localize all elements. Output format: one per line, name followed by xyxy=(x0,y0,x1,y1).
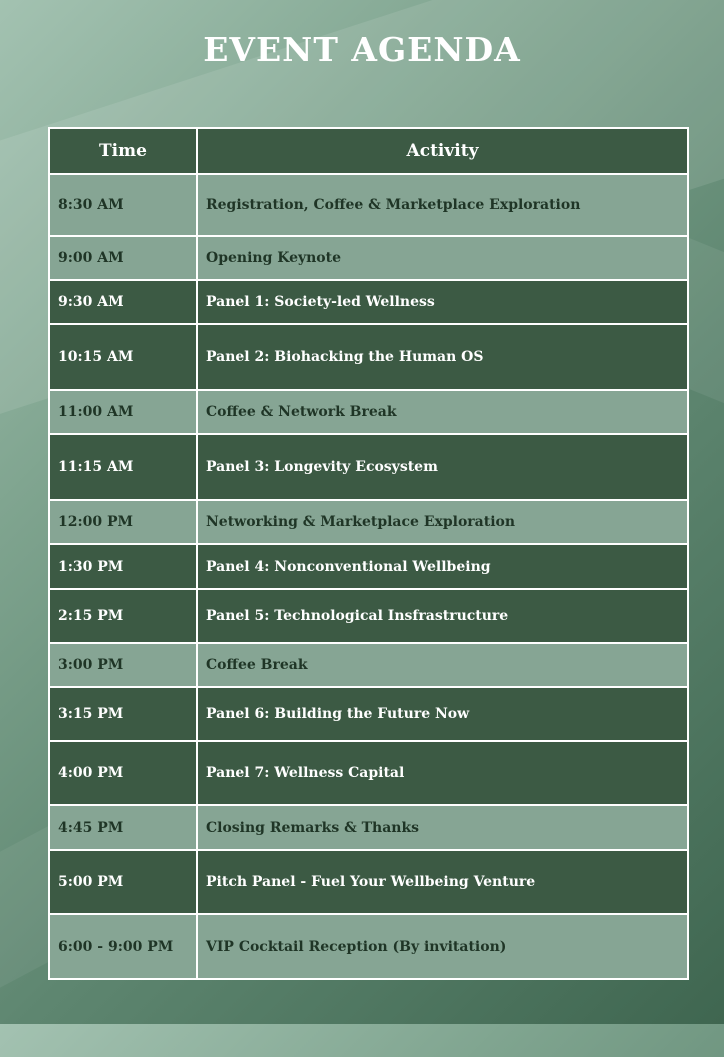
time-cell: 10:15 AM xyxy=(49,324,197,390)
activity-cell: Panel 1: Society-led Wellness xyxy=(197,280,688,324)
time-cell: 1:30 PM xyxy=(49,544,197,589)
activity-column-header: Activity xyxy=(197,128,688,174)
table-row xyxy=(49,174,688,236)
time-cell: 11:00 AM xyxy=(49,390,197,434)
table-row xyxy=(49,643,688,687)
table-row xyxy=(49,236,688,280)
table-row xyxy=(49,914,688,979)
table-row xyxy=(49,687,688,741)
time-cell: 5:00 PM xyxy=(49,850,197,914)
time-cell: 12:00 PM xyxy=(49,500,197,544)
table-row xyxy=(49,589,688,643)
table-row xyxy=(49,850,688,914)
agenda-table xyxy=(48,127,689,980)
activity-cell: Coffee & Network Break xyxy=(197,390,688,434)
activity-cell: Coffee Break xyxy=(197,643,688,687)
activity-cell: Closing Remarks & Thanks xyxy=(197,805,688,850)
time-cell: 2:15 PM xyxy=(49,589,197,643)
time-cell: 3:00 PM xyxy=(49,643,197,687)
time-cell: 4:45 PM xyxy=(49,805,197,850)
table-row xyxy=(49,324,688,390)
activity-cell: VIP Cocktail Reception (By invitation) xyxy=(197,914,688,979)
time-cell: 9:30 AM xyxy=(49,280,197,324)
activity-cell: Panel 7: Wellness Capital xyxy=(197,741,688,805)
table-row xyxy=(49,741,688,805)
time-cell: 4:00 PM xyxy=(49,741,197,805)
time-cell: 6:00 - 9:00 PM xyxy=(49,914,197,979)
time-cell: 3:15 PM xyxy=(49,687,197,741)
time-cell: 11:15 AM xyxy=(49,434,197,500)
time-column-header: Time xyxy=(49,128,197,174)
table-row xyxy=(49,805,688,850)
page-title: EVENT AGENDA xyxy=(203,30,521,69)
activity-cell: Networking & Marketplace Exploration xyxy=(197,500,688,544)
table-row xyxy=(49,434,688,500)
activity-cell: Panel 3: Longevity Ecosystem xyxy=(197,434,688,500)
table-header-row xyxy=(49,128,688,174)
activity-cell: Panel 5: Technological Insfrastructure xyxy=(197,589,688,643)
table-row xyxy=(49,280,688,324)
table-row xyxy=(49,544,688,589)
table-row xyxy=(49,500,688,544)
activity-cell: Panel 2: Biohacking the Human OS xyxy=(197,324,688,390)
activity-cell: Registration, Coffee & Marketplace Exploration xyxy=(197,174,688,236)
time-cell: 9:00 AM xyxy=(49,236,197,280)
activity-cell: Panel 4: Nonconventional Wellbeing xyxy=(197,544,688,589)
activity-cell: Pitch Panel - Fuel Your Wellbeing Venture xyxy=(197,850,688,914)
table-row xyxy=(49,390,688,434)
time-cell: 8:30 AM xyxy=(49,174,197,236)
activity-cell: Panel 6: Building the Future Now xyxy=(197,687,688,741)
activity-cell: Opening Keynote xyxy=(197,236,688,280)
